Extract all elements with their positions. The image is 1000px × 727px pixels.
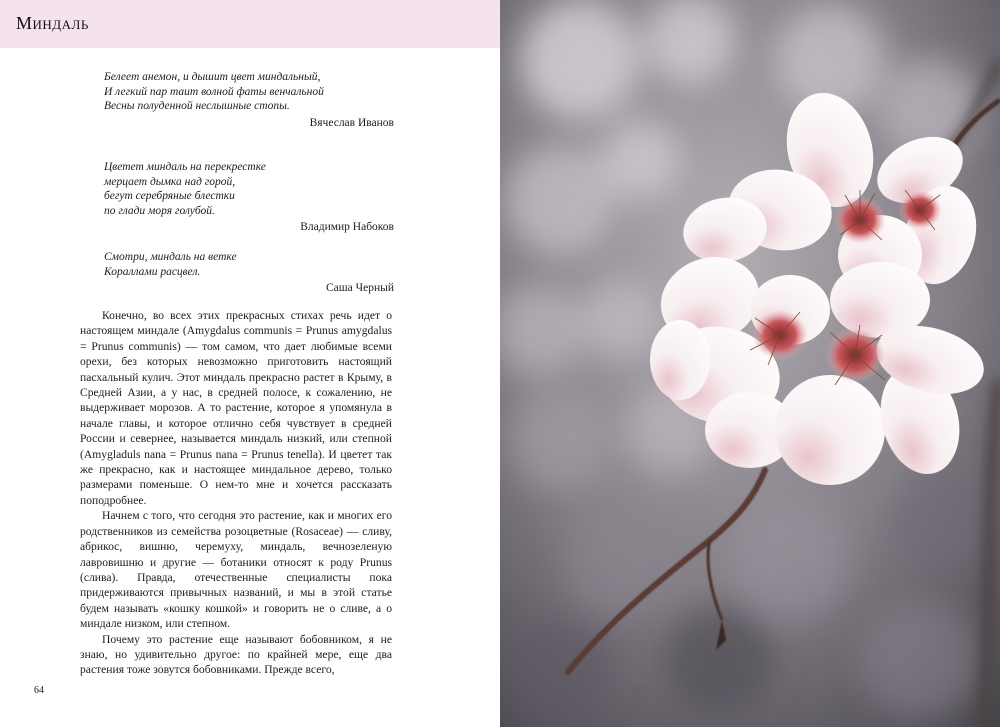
poem-line: И легкий пар таит волной фаты венчальной xyxy=(104,85,324,98)
poem-line: Белеет анемон, и дышит цвет миндальный, xyxy=(104,71,321,83)
poem-line: Кораллами расцвел. xyxy=(104,265,201,278)
poem-line: по глади моря голубой. xyxy=(104,204,215,217)
poem-author: Владимир Набоков xyxy=(300,221,394,233)
poem-line: Весны полуденной неслышные стопы. xyxy=(104,100,290,112)
paragraph: Конечно, во всех этих прекрасных стихах речь идет о настоящем миндале (Amygdalus communis = Prunus amygdalus = Prunus communis) — том самом, что дает любимые всеми орехи, без которых невозможно приготовить настоящий пасхальный кулич. Этот миндаль прекрасно растет в Крыму, в Средней Азии, а у нас, в средней полосе, к сожалению, не выдерживает морозов. А то растение, которое я упомянула в начале главы, и которое отлично себя чувствует в средней России и севернее, называется миндаль низкий, или степной (Amygladuls nana = Prunus nana = Prunus tenella). И цветет так же прекрасно, как и настоящее миндальное дерево, только размерами поменьше. О нем-то мне и хочется рассказать поподробнее. xyxy=(80,309,392,507)
poem-line: мерцает дымка над горой, xyxy=(104,175,236,188)
epigraph-poem-2 xyxy=(104,160,394,235)
poem-line: бегут серебряные блестки xyxy=(104,190,235,202)
paragraph: Начнем с того, что сегодня это растение, как и многих его родственников из семейства розоцветные (Rosaceae) — сливу, абрикос, вишню, черемуху, миндаль, вечнозеленую лавровишню и другие — ботаники относят к роду Prunus (слива). Правда, отечественные специалисты пока придерживаются привычных названий, и мы в этой статье будем называть «кошку кошкой» и говорить не о сливе, а о миндале низком, или степном. xyxy=(80,509,392,631)
page-number: 64 xyxy=(34,685,44,696)
body-text xyxy=(80,308,392,678)
epigraph-poem-1 xyxy=(104,70,394,130)
chapter-title: Миндаль xyxy=(16,13,89,33)
poem-line: Цветет миндаль на перекрестке xyxy=(104,161,266,173)
poem-author: Вячеслав Иванов xyxy=(309,116,394,129)
poem-line: Смотри, миндаль на ветке xyxy=(104,251,237,263)
epigraph-poem-3 xyxy=(104,250,394,296)
chapter-header-band xyxy=(0,0,500,48)
paragraph: Почему это растение еще называют бобовником, я не знаю, но удивительно другое: по крайней мере, еще два растения тоже зовутся бобовниками. Прежде всего, xyxy=(80,632,392,677)
poem-author: Саша Черный xyxy=(326,282,394,294)
almond-blossom-photo xyxy=(500,0,1000,727)
